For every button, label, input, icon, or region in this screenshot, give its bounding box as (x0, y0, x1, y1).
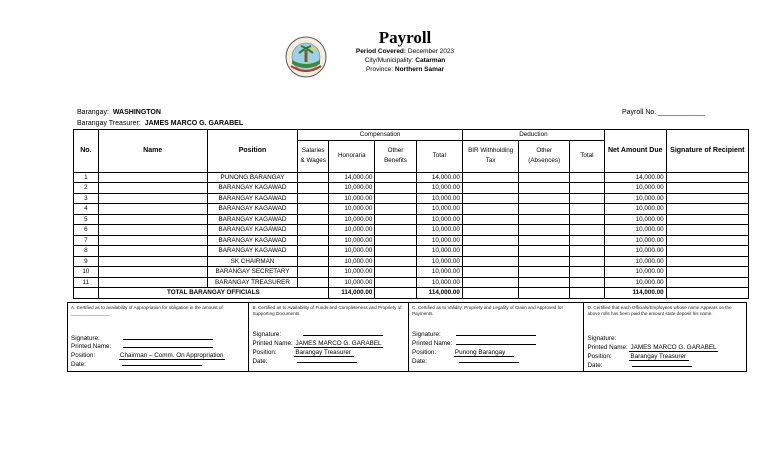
row-ded-total (569, 256, 604, 267)
row-salaries (298, 225, 329, 236)
row-net-amount: 10,000.00 (604, 225, 666, 236)
row-other-absences (519, 267, 569, 278)
total-label: TOTAL BARANGAY OFFICIALS (98, 288, 328, 299)
row-net-amount: 10,000.00 (604, 267, 666, 278)
payroll-table (73, 129, 749, 299)
row-name (98, 172, 207, 183)
row-other-benefits (375, 277, 416, 288)
treasurer-line: Barangay Treasurer: JAMES MARCO G. GARABEL (77, 120, 244, 127)
row-net-amount: 10,000.00 (604, 214, 666, 225)
row-net-amount: 14,000.00 (604, 172, 666, 183)
row-signature (666, 214, 748, 225)
row-honoraria: 10,000.00 (329, 256, 375, 267)
row-signature (666, 246, 748, 257)
row-ded-total (569, 204, 604, 215)
row-name (98, 246, 207, 257)
city-municipality: City/Municipality: Catarman (364, 57, 446, 64)
cert-b-printed-name: Printed Name: JAMES MARCO G. GARABEL (252, 340, 382, 347)
cert-a-signature: Signature: (71, 335, 213, 342)
table-row (74, 246, 749, 257)
cert-a-printed-name: Printed Name: (71, 343, 213, 350)
certification-a: A. Certified as to availability of Appropriation for obligation in the amount of _______________. Signature: Printed Name: Position: Chairman – Comm. On Appropriation Date: (68, 303, 249, 371)
row-other-absences (519, 193, 569, 204)
table-row (74, 193, 749, 204)
row-honoraria: 10,000.00 (329, 183, 375, 194)
header-position: Position (207, 130, 298, 173)
row-position: BARANGAY KAGAWAD (207, 183, 298, 194)
header-honoraria: Honoraria (329, 140, 375, 172)
cert-b-signature: Signature: (252, 331, 382, 338)
row-signature (666, 235, 748, 246)
row-signature (666, 256, 748, 267)
header-other-absences: Other (Absences) (519, 140, 569, 172)
total-other-benefits (375, 288, 416, 299)
row-other-absences (519, 246, 569, 257)
total-no (74, 288, 99, 299)
page-title: Payroll (378, 28, 432, 47)
row-other-benefits (375, 246, 416, 257)
row-honoraria: 10,000.00 (329, 235, 375, 246)
cert-d-printed-name: Printed Name: JAMES MARCO G. GARABEL (587, 344, 717, 351)
row-no: 7 (74, 235, 99, 246)
row-bir (462, 235, 519, 246)
header-signature: Signature of Recipient (666, 130, 748, 173)
cert-c-signature: Signature: (412, 331, 536, 338)
row-salaries (298, 193, 329, 204)
header-name: Name (98, 130, 207, 173)
row-comp-total: 10,000.00 (416, 225, 462, 236)
row-signature (666, 172, 748, 183)
row-name (98, 183, 207, 194)
certification-b: B. Certified as to Availability of Funds and Completeness and Propriety of Supporting Documents. Signature: Printed Name: JAMES MARCO G. GARABEL Position: Barangay Treasurer Date: (249, 303, 409, 371)
cert-c-printed-name: Printed Name: (412, 340, 536, 347)
row-no: 10 (74, 267, 99, 278)
row-other-benefits (375, 235, 416, 246)
header-comp-total: Total (416, 140, 462, 172)
row-position: BARANGAY KAGAWAD (207, 235, 298, 246)
certification-d: D. Certified that each Officials/Employees whose name Appears on the above rolls has been paid the amount state deposit his name. Signature: Printed Name: JAMES MARCO G. GARABEL Position: Barangay Treasurer Date: (587, 305, 732, 369)
payroll-number: Payroll No. ____________ (622, 109, 705, 116)
row-no: 11 (74, 277, 99, 288)
row-bir (462, 225, 519, 236)
row-other-benefits (375, 172, 416, 183)
cert-d-signature: Signature: (587, 335, 617, 342)
header-salaries: Salaries & Wages (298, 140, 329, 172)
row-ded-total (569, 277, 604, 288)
row-comp-total: 10,000.00 (416, 214, 462, 225)
row-ded-total (569, 172, 604, 183)
row-no: 4 (74, 204, 99, 215)
row-name (98, 204, 207, 215)
row-salaries (298, 183, 329, 194)
row-ded-total (569, 193, 604, 204)
row-signature (666, 193, 748, 204)
row-no: 2 (74, 183, 99, 194)
row-honoraria: 14,000.00 (329, 172, 375, 183)
cert-d-position: Position: Barangay Treasurer (587, 353, 689, 361)
row-signature (666, 204, 748, 215)
row-bir (462, 193, 519, 204)
row-other-absences (519, 183, 569, 194)
row-other-absences (519, 214, 569, 225)
row-other-absences (519, 225, 569, 236)
cert-a-date: Date: (71, 361, 202, 368)
cert-a-position: Position: Chairman – Comm. On Appropriation (71, 352, 224, 359)
row-net-amount: 10,000.00 (604, 183, 666, 194)
header-deduction: Deduction (462, 130, 604, 141)
table-row (74, 267, 749, 278)
table-row (74, 256, 749, 267)
row-net-amount: 10,000.00 (604, 235, 666, 246)
cert-b-position: Position: Barangay Treasurer (252, 349, 354, 357)
row-no: 6 (74, 225, 99, 236)
row-honoraria: 10,000.00 (329, 277, 375, 288)
row-comp-total: 10,000.00 (416, 193, 462, 204)
row-no: 1 (74, 172, 99, 183)
row-comp-total: 14,000.00 (416, 172, 462, 183)
row-other-benefits (375, 204, 416, 215)
row-other-benefits (375, 256, 416, 267)
header-no: No. (74, 130, 99, 173)
header-bir: BIR Withholding Tax (462, 140, 519, 172)
row-ded-total (569, 235, 604, 246)
row-other-benefits (375, 225, 416, 236)
row-comp-total: 10,000.00 (416, 256, 462, 267)
cert-b-date: Date: (252, 358, 357, 365)
total-row (74, 288, 749, 299)
row-no: 9 (74, 256, 99, 267)
table-row (74, 277, 749, 288)
row-bir (462, 214, 519, 225)
row-comp-total: 10,000.00 (416, 246, 462, 257)
row-honoraria: 10,000.00 (329, 214, 375, 225)
certifications-box (67, 302, 747, 372)
row-position: BARANGAY KAGAWAD (207, 204, 298, 215)
row-comp-total: 10,000.00 (416, 277, 462, 288)
row-comp-total: 10,000.00 (416, 235, 462, 246)
table-row (74, 204, 749, 215)
table-row (74, 225, 749, 236)
row-bir (462, 246, 519, 257)
total-signature (666, 288, 748, 299)
row-bir (462, 183, 519, 194)
row-salaries (298, 256, 329, 267)
row-bir (462, 277, 519, 288)
cert-c-date: Date: (412, 358, 519, 365)
table-row (74, 172, 749, 183)
table-row (74, 214, 749, 225)
cert-d-date: Date: (587, 362, 692, 369)
row-salaries (298, 246, 329, 257)
table-row (74, 183, 749, 194)
row-no: 8 (74, 246, 99, 257)
barangay-seal-icon (285, 36, 327, 78)
row-honoraria: 10,000.00 (329, 267, 375, 278)
row-ded-total (569, 214, 604, 225)
row-no: 3 (74, 193, 99, 204)
row-other-benefits (375, 193, 416, 204)
row-ded-total (569, 246, 604, 257)
row-bir (462, 204, 519, 215)
certification-c: C. Certified as to Validity, Propriety and Legality of Claim and Approved for Payments. Signature: Printed Name: Position: Punong Barangay Date: (409, 303, 584, 371)
row-comp-total: 10,000.00 (416, 267, 462, 278)
total-other-absences (519, 288, 569, 299)
row-honoraria: 10,000.00 (329, 193, 375, 204)
row-bir (462, 256, 519, 267)
row-other-absences (519, 172, 569, 183)
row-honoraria: 10,000.00 (329, 204, 375, 215)
row-ded-total (569, 267, 604, 278)
row-bir (462, 172, 519, 183)
row-other-absences (519, 204, 569, 215)
row-other-benefits (375, 183, 416, 194)
row-position: PUNONG BARANGAY (207, 172, 298, 183)
province: Province: Northern Samar (365, 66, 445, 73)
row-signature (666, 225, 748, 236)
row-net-amount: 10,000.00 (604, 193, 666, 204)
row-name (98, 277, 207, 288)
barangay-line: Barangay: WASHINGTON (77, 109, 161, 116)
row-other-benefits (375, 214, 416, 225)
total-ded-total (569, 288, 604, 299)
row-comp-total: 10,000.00 (416, 183, 462, 194)
row-position: BARANGAY SECRETARY (207, 267, 298, 278)
row-name (98, 214, 207, 225)
row-position: BARANGAY KAGAWAD (207, 214, 298, 225)
row-other-absences (519, 256, 569, 267)
row-other-absences (519, 235, 569, 246)
table-row (74, 235, 749, 246)
row-position: BARANGAY KAGAWAD (207, 246, 298, 257)
header-ded-total: Total (569, 140, 604, 172)
row-signature (666, 267, 748, 278)
row-salaries (298, 267, 329, 278)
row-net-amount: 10,000.00 (604, 277, 666, 288)
row-comp-total: 10,000.00 (416, 204, 462, 215)
row-salaries (298, 172, 329, 183)
row-salaries (298, 235, 329, 246)
row-position: BARANGAY KAGAWAD (207, 225, 298, 236)
row-position: SK CHAIRMAN (207, 256, 298, 267)
row-no: 5 (74, 214, 99, 225)
header-net-amount: Net Amount Due (604, 130, 666, 173)
total-bir (462, 288, 519, 299)
total-net-amount: 114,000.00 (604, 288, 666, 299)
header-compensation: Compensation (298, 130, 463, 141)
row-bir (462, 267, 519, 278)
total-honoraria: 114,000.00 (329, 288, 375, 299)
row-position: BARANGAY TREASURER (207, 277, 298, 288)
row-net-amount: 10,000.00 (604, 204, 666, 215)
row-name (98, 225, 207, 236)
row-net-amount: 10,000.00 (604, 256, 666, 267)
row-other-benefits (375, 267, 416, 278)
row-ded-total (569, 183, 604, 194)
row-honoraria: 10,000.00 (329, 246, 375, 257)
cert-c-position: Position: Punong Barangay (412, 349, 514, 357)
row-salaries (298, 204, 329, 215)
row-ded-total (569, 225, 604, 236)
total-comp-total: 114,000.00 (416, 288, 462, 299)
row-signature (666, 183, 748, 194)
row-name (98, 256, 207, 267)
row-net-amount: 10,000.00 (604, 246, 666, 257)
period-covered: Period Covered: December 2023 (355, 48, 455, 55)
row-position: BARANGAY KAGAWAD (207, 193, 298, 204)
row-signature (666, 277, 748, 288)
row-name (98, 193, 207, 204)
header-other-benefits: Other Benefits (375, 140, 416, 172)
row-salaries (298, 214, 329, 225)
row-other-absences (519, 277, 569, 288)
row-name (98, 267, 207, 278)
row-honoraria: 10,000.00 (329, 225, 375, 236)
row-salaries (298, 277, 329, 288)
row-name (98, 235, 207, 246)
